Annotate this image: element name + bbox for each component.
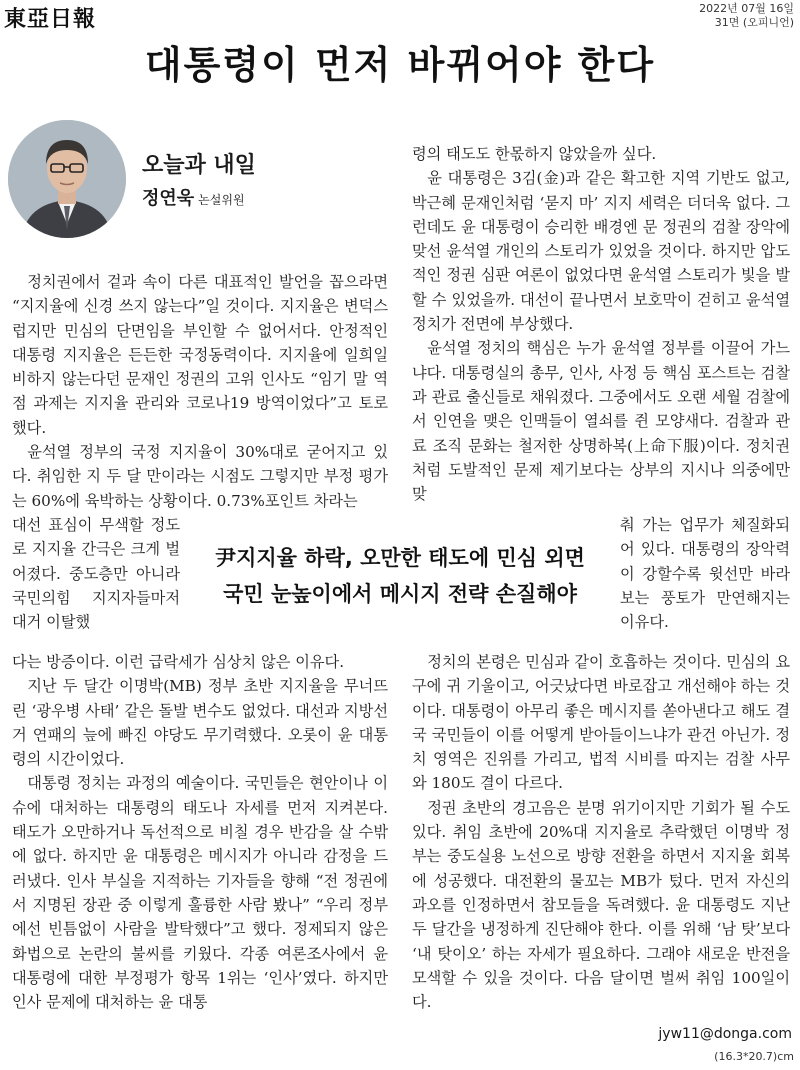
author-portrait-icon	[8, 120, 126, 238]
article-size-note: (16.3*20.7)cm	[714, 1050, 794, 1063]
pull-quote-line: 국민 눈높이에서 메시지 전략 손질해야	[223, 582, 577, 606]
byline	[142, 184, 245, 210]
paragraph: 대선 표심이 무색할 정도로 지지율 간극은 크게 벌어졌다. 중도층만 아니라 국민의힘 지지자들마저 대거 이탈했	[12, 516, 180, 632]
author-name: 정연욱	[142, 188, 195, 209]
author-email: jyw11@donga.com	[658, 1026, 792, 1042]
paragraph: 대통령 정치는 과정의 예술이다. 국민들은 현안이나 이슈에 대처하는 대통령의 태도나 자세를 먼저 지켜본다. 태도가 오만하거나 독선적으로 비칠 경우 반감을 살 수밖에 없다. 하지만 윤 대통령은 메시지가 아니라 감정을 드러냈다. 인사 부실을 지적하는 기자들을 향해 “전 정권에서 지명된 장관 중 이렇게 훌륭한 사람 봤나” “우리 정부에선 빈틈없이 사람을 발탁했다”고 했다. 정제되지 않은 화법으로 논란의 불씨를 키웠다. 각종 여론조사에서 윤 대통령에 대한 부정평가 항목 1위는 ‘인사’였다. 하지만 인사 문제에 대처하는 윤 대통	[12, 774, 388, 1012]
article-column-left-top	[12, 270, 388, 513]
article-column-right-top	[412, 142, 790, 506]
paragraph: 윤석열 정치의 핵심은 누가 윤석열 정부를 이끌어 가느냐다. 대통령실의 총무, 인사, 사정 등 핵심 포스트는 검찰과 관료 출신들로 채워졌다. 그중에서도 오랜 세월 검찰에서 인연을 맺은 인맥들이 열쇠를 쥔 모양새다. 검찰과 관료 조직 문화는 철저한 상명하복(上命下服)이다. 정치권처럼 도발적인 문제 제기보다는 상부의 지시나 의중에만 맞	[412, 339, 790, 504]
paragraph: 정권 초반의 경고음은 분명 위기이지만 기회가 될 수도 있다. 취임 초반에 20%대 지지율로 추락했던 이명박 정부는 중도실용 노선으로 방향 전환을 하면서 지지율 회복에 성공했다. 대전환의 물꼬는 MB가 텄다. 먼저 자신의 과오를 인정하면서 참모들을 독려했다. 윤 대통령도 지난 두 달간을 냉정하게 진단해야 한다. 이를 위해 ‘남 탓’보다 ‘내 탓이오’ 하는 자세가 필요하다. 그래야 새로운 반전을 모색할 수 있을 것이다. 다음 달이면 벌써 취임 100일이다.	[412, 798, 790, 1012]
article-column-left-narrow	[12, 513, 180, 634]
publish-date: 2022년 07월 16일	[699, 2, 794, 15]
author-photo	[8, 120, 126, 238]
paragraph: 윤석열 정부의 국정 지지율이 30%대로 굳어지고 있다. 취임한 지 두 달 만이라는 시점도 그렇지만 부정 평가는 60%에 육박하는 상황이다. 0.73%포인트 차라는	[12, 443, 388, 510]
page-section: 31면 (오피니언)	[714, 16, 794, 29]
paragraph: 정치의 본령은 민심과 같이 호흡하는 것이다. 민심의 요구에 귀 기울이고, 어긋났다면 바로잡고 개선해야 하는 것이다. 대통령이 아무리 좋은 메시지를 쏟아낸다고 해도 결국 국민들이 이를 어떻게 받아들이느냐가 관건 아닌가. 정치 영역은 진위를 가리고, 법적 시비를 따지는 검찰 사무와 180도 결이 다르다.	[412, 653, 790, 793]
paragraph: 다는 방증이다. 이런 급락세가 심상치 않은 이유다.	[12, 653, 345, 671]
headline: 대통령이 먼저 바뀌어야 한다	[144, 43, 656, 87]
paragraph: 춰 가는 업무가 체질화되어 있다. 대통령의 장악력이 강할수록 윗선만 바라보는 풍토가 만연해지는 이유다.	[620, 516, 790, 632]
newspaper-masthead: 東亞日報	[4, 6, 97, 32]
column-title: 오늘과 내일	[142, 153, 256, 178]
article-column-right-narrow	[620, 513, 790, 634]
article-column-left-bottom	[12, 650, 388, 1014]
paragraph: 윤 대통령은 3김(金)과 같은 확고한 지역 기반도 없고, 박근혜 문재인처럼 ‘묻지 마’ 지지 세력은 더더욱 없다. 그런데도 윤 대통령이 승리한 배경엔 문 정권의 검찰 장악에 맞선 윤석열 개인의 스토리가 있었을 것이다. 하지만 압도적인 정권 심판 여론이 없었다면 윤석열 스토리가 빛을 발할 수 있었을까. 대선이 끝나면서 보호막이 걷히고 윤석열 정치가 전면에 부상했다.	[412, 169, 790, 334]
paragraph: 령의 태도도 한몫하지 않았을까 싶다.	[412, 145, 657, 163]
pull-quote-line: 尹지지율 하락, 오만한 태도에 민심 외면	[215, 546, 585, 570]
paragraph: 정치권에서 겉과 속이 다른 대표적인 발언을 꼽으라면 “지지율에 신경 쓰지 않는다”일 것이다. 지지율은 변덕스럽지만 민심의 단면임을 부인할 수 없어서다. 안정적인 대통령 지지율은 든든한 국정동력이다. 지지율에 일희일비하지 않는다던 문재인 정권의 고위 인사도 “임기 말 역점 과제는 지지율 관리와 코로나19 방역이었다”고 토로했다.	[12, 273, 388, 437]
paragraph: 지난 두 달간 이명박(MB) 정부 초반 지지율을 무너뜨린 ‘광우병 사태’ 같은 돌발 변수도 없었다. 대선과 지방선거 연패의 늪에 빠진 야당도 무기력했다. 오롯이 윤 대통령의 시간이었다.	[12, 677, 388, 769]
article-column-right-bottom	[412, 650, 790, 1014]
author-role: 논설위원	[198, 193, 245, 207]
pull-quote	[192, 540, 608, 612]
dateline	[699, 2, 794, 30]
